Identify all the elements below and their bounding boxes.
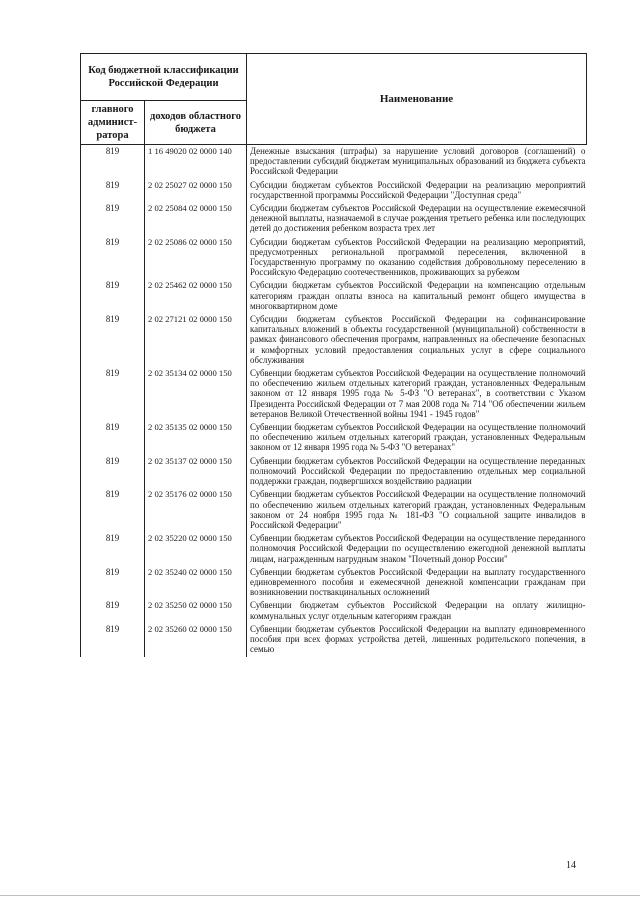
table-row bbox=[81, 567, 587, 601]
header-main-administrator: главного админист-ратора bbox=[81, 101, 145, 145]
revenue-code-cell: 2 02 27121 02 0000 150 bbox=[145, 314, 247, 368]
name-cell: Субвенции бюджетам субъектов Российской Федерации на осуществление полномочий по обеспечению жильем отдельных категорий граждан, установленных Федеральным законом от 24 ноября 1995 года № 181-ФЗ "О социальной защите инвалидов в Российской Федерации" bbox=[250, 489, 586, 530]
table-row bbox=[81, 624, 587, 658]
name-cell: Субвенции бюджетам субъектов Российской Федерации на осуществление полномочий по обеспечению жильем отдельных категорий граждан, установленных Федеральным законом от 12 января 1995 года № 5-ФЗ "О ветеранах" bbox=[250, 422, 586, 453]
revenue-code-cell: 2 02 35260 02 0000 150 bbox=[145, 624, 247, 658]
table-row bbox=[81, 237, 587, 281]
admin-code-cell: 819 bbox=[81, 368, 145, 422]
name-cell: Субвенции бюджетам субъектов Российской Федерации на оплату жилищно-коммунальных услуг отдельным категориям граждан bbox=[250, 600, 586, 621]
name-cell: Субсидии бюджетам субъектов Российской Федерации на компенсацию отдельным категориям граждан оплаты взноса на капитальный ремонт общего имущества в многоквартирном доме bbox=[250, 280, 586, 311]
revenue-code-cell: 2 02 35135 02 0000 150 bbox=[145, 422, 247, 456]
table-row bbox=[81, 145, 587, 180]
revenue-code-cell: 1 16 49020 02 0000 140 bbox=[145, 145, 247, 180]
admin-code-cell: 819 bbox=[81, 624, 145, 658]
budget-classification-table bbox=[80, 53, 587, 657]
admin-code-cell: 819 bbox=[81, 456, 145, 490]
name-cell: Субвенции бюджетам субъектов Российской Федерации на выплату государственного единовременного пособия и ежемесячной денежной компенсации гражданам при возникновении поствакцинальных осложнений bbox=[250, 566, 586, 598]
table-row bbox=[81, 600, 587, 623]
admin-code-cell: 819 bbox=[81, 533, 145, 567]
name-cell: Субвенции бюджетам субъектов Российской Федерации на выплату единовременного пособия при всех формах устройства детей, лишенных родительского попечения, в семью bbox=[250, 623, 586, 655]
table-row bbox=[81, 203, 587, 237]
revenue-code-cell: 2 02 35240 02 0000 150 bbox=[145, 567, 247, 601]
admin-code-cell: 819 bbox=[81, 145, 145, 180]
name-cell: Субвенции бюджетам субъектов Российской Федерации на осуществление полномочий по обеспечению жильем отдельных категорий граждан, установленных Федеральным законом от 12 января 1995 года № 5-ФЗ "О ветеранах", в соответствии с Указом Президента Российской Федерации от 7 мая 2008 года № 714 "Об обеспечении жильем ветеранов Великой Отечественной войны 1941 - 1945 годов" bbox=[250, 368, 586, 419]
admin-code-cell: 819 bbox=[81, 600, 145, 623]
revenue-code-cell: 2 02 35134 02 0000 150 bbox=[145, 368, 247, 422]
table-row bbox=[81, 422, 587, 456]
name-cell: Субвенции бюджетам субъектов Российской Федерации на осуществление переданного полномочия Российской Федерации по осуществлению ежегодной денежной выплаты лицам, награжденным нагрудным знаком "Почетный донор России" bbox=[250, 533, 586, 564]
table-row bbox=[81, 489, 587, 533]
revenue-code-cell: 2 02 35137 02 0000 150 bbox=[145, 456, 247, 490]
revenue-code-cell: 2 02 25086 02 0000 150 bbox=[145, 237, 247, 281]
table-row bbox=[81, 314, 587, 368]
table-row bbox=[81, 368, 587, 422]
name-cell: Субсидии бюджетам субъектов Российской Федерации на реализацию мероприятий, предусмотренных региональной программой переселения, включенной в Государственную программу по оказанию содействия добровольному переселению в Российскую Федерацию соотечественников, проживающих за рубежом bbox=[250, 236, 586, 278]
admin-code-cell: 819 bbox=[81, 180, 145, 203]
page-number: 14 bbox=[566, 860, 576, 871]
revenue-code-cell: 2 02 25027 02 0000 150 bbox=[145, 180, 247, 203]
admin-code-cell: 819 bbox=[81, 280, 145, 314]
revenue-code-cell: 2 02 35250 02 0000 150 bbox=[145, 600, 247, 623]
bottom-divider bbox=[0, 895, 640, 896]
table-row bbox=[81, 533, 587, 567]
revenue-code-cell: 2 02 25084 02 0000 150 bbox=[145, 203, 247, 237]
header-regional-revenue: доходов областного бюджета bbox=[145, 101, 247, 145]
name-cell: Субсидии бюджетам субъектов Российской Федерации на реализацию мероприятий государственной программы Российской Федерации "Доступная среда" bbox=[250, 179, 586, 200]
admin-code-cell: 819 bbox=[81, 237, 145, 281]
revenue-code-cell: 2 02 25462 02 0000 150 bbox=[145, 280, 247, 314]
table-row bbox=[81, 280, 587, 314]
revenue-code-cell: 2 02 35220 02 0000 150 bbox=[145, 533, 247, 567]
revenue-code-cell: 2 02 35176 02 0000 150 bbox=[145, 489, 247, 533]
table-body bbox=[81, 145, 587, 658]
table-row bbox=[81, 180, 587, 203]
admin-code-cell: 819 bbox=[81, 489, 145, 533]
admin-code-cell: 819 bbox=[81, 567, 145, 601]
admin-code-cell: 819 bbox=[81, 203, 145, 237]
name-cell: Субсидии бюджетам субъектов Российской Федерации на осуществление ежемесячной денежной выплаты, назначаемой в случае рождения третьего ребенка или последующих детей до достижения ребенком возраста трех лет bbox=[250, 203, 586, 234]
admin-code-cell: 819 bbox=[81, 422, 145, 456]
table-header bbox=[81, 54, 587, 145]
header-name: Наименование bbox=[247, 54, 587, 145]
table-row bbox=[81, 456, 587, 490]
name-cell: Субвенции бюджетам субъектов Российской Федерации на осуществление переданных полномочий Российской Федерации по предоставлению отдельных мер социальной поддержки граждан, подвергшихся воздействию радиации bbox=[250, 455, 586, 487]
admin-code-cell: 819 bbox=[81, 314, 145, 368]
header-budget-code-group: Код бюджетной классификации Российской Федерации bbox=[81, 54, 247, 101]
name-cell: Субсидии бюджетам субъектов Российской Федерации на софинансирование капитальных вложений в объекты государственной (муниципальной) собственности в рамках финансового обеспечения программ, направленных на обеспечение безопасных и комфортных условий предоставления социальных услуг в сфере социального обслуживания bbox=[250, 314, 586, 365]
name-cell: Денежные взыскания (штрафы) за нарушение условий договоров (соглашений) о предоставлении субсидий бюджетам муниципальных образований из бюджета субъекта Российской Федерации bbox=[250, 146, 586, 177]
